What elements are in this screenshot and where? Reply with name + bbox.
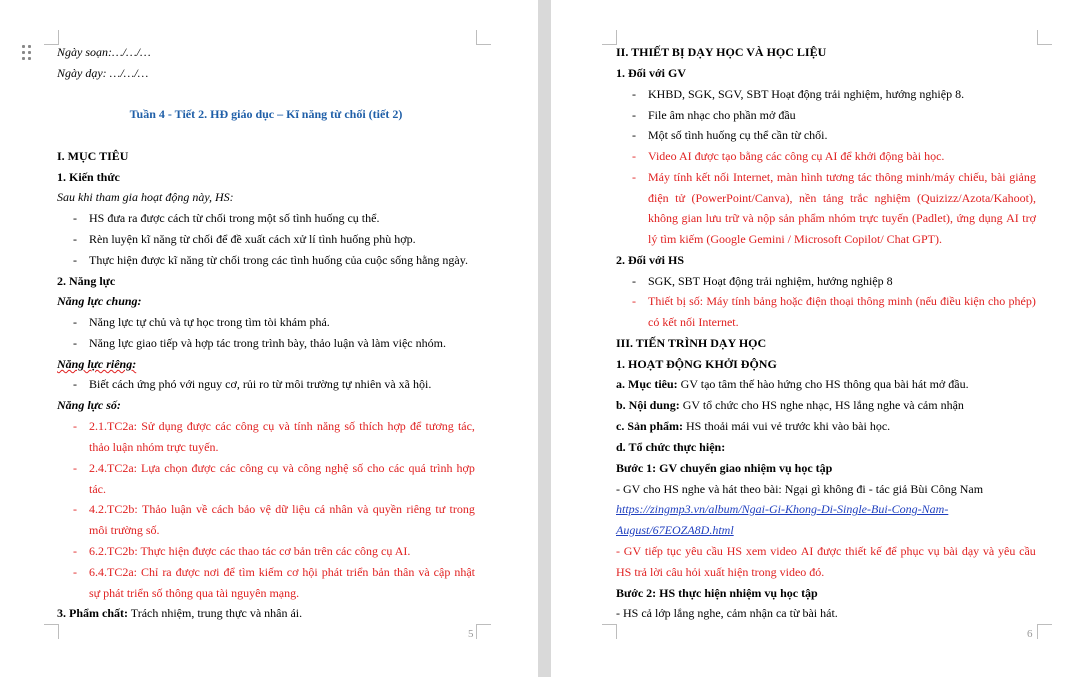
song-link[interactable]: https://zingmp3.vn/album/Ngai-Gi-Khong-Di-Single-Bui-Cong-Nam- bbox=[616, 502, 949, 516]
heading-competence: 2. Năng lực bbox=[57, 274, 116, 288]
digital-item-line bbox=[89, 565, 475, 579]
lesson-title: Tuần 4 - Tiết 2. HĐ giáo dục – Kĩ năng từ chối (tiết 2) bbox=[129, 107, 403, 121]
word: bảo bbox=[237, 502, 256, 516]
word: thiết bbox=[845, 544, 867, 558]
list-item: Thực hiện được kĩ năng từ chối trong các tình huống của cuộc sống hằng ngày. bbox=[89, 253, 468, 267]
word: giảng bbox=[1009, 170, 1036, 184]
word: minh/máy bbox=[906, 170, 955, 184]
word: dữ bbox=[275, 502, 288, 516]
word: điện bbox=[648, 191, 669, 205]
word: (Quizizz/Azota/Kahoot), bbox=[917, 191, 1036, 205]
word: Thảo bbox=[142, 502, 167, 516]
bullet-dash: - bbox=[73, 461, 77, 475]
word: được bbox=[175, 565, 200, 579]
digital-item-line: 6.2.TC2b: Thực hiện được các thao tác cơ bản trên các công cụ AI. bbox=[89, 544, 411, 558]
word: 4.2.TC2b: bbox=[89, 502, 138, 516]
word: (nếu bbox=[915, 294, 937, 308]
list-item: Một số tình huống cụ thể cần từ chối. bbox=[648, 128, 828, 142]
word: bài bbox=[943, 544, 959, 558]
document-page-6[interactable] bbox=[551, 0, 1085, 677]
word: tính bbox=[673, 170, 693, 184]
bullet-dash: - bbox=[73, 211, 77, 225]
word: nghệ bbox=[325, 461, 349, 475]
margin-marker bbox=[602, 30, 617, 45]
word: thích bbox=[359, 419, 384, 433]
word: - bbox=[616, 544, 620, 558]
word: Internet, bbox=[732, 170, 774, 184]
word: triển bbox=[346, 565, 369, 579]
bullet-dash: - bbox=[632, 294, 636, 308]
word: trữ bbox=[725, 211, 739, 225]
word: điều bbox=[940, 294, 961, 308]
list-item: SGK, SBT Hoạt động trải nghiệm, hướng nghiệp 8 bbox=[648, 274, 893, 288]
word: bảng bbox=[753, 294, 777, 308]
list-item: Rèn luyện kĩ năng từ chối để đề xuất cách xử lí tình huống phù hợp. bbox=[89, 232, 416, 246]
word: cụ bbox=[262, 419, 275, 433]
bullet-dash: - bbox=[73, 502, 77, 516]
heading-digital-competence: Năng lực số: bbox=[57, 398, 121, 412]
word: Thiết bbox=[648, 294, 674, 308]
word: nền bbox=[799, 191, 817, 205]
word: tuyến bbox=[881, 211, 909, 225]
word: màn bbox=[776, 170, 798, 184]
objective-text: GV tạo tâm thế hào hứng cho HS thông qua bài hát mở đầu. bbox=[677, 377, 969, 391]
word: bản bbox=[372, 565, 390, 579]
word: tảng bbox=[822, 191, 844, 205]
list-item: Năng lực giao tiếp và hợp tác trong trình bày, thảo luận và làm việc nhóm. bbox=[89, 336, 446, 350]
word: tương bbox=[425, 419, 454, 433]
word: GV bbox=[623, 544, 642, 558]
word: kết bbox=[695, 170, 711, 184]
word: riêng bbox=[406, 502, 432, 516]
list-item: Video AI được tạo bằng các công cụ AI để khởi động bài học. bbox=[648, 149, 945, 163]
body-line: - GV cho HS nghe và hát theo bài: Ngại gì không đi - tác giả Bùi Công Nam bbox=[616, 482, 984, 496]
objective-label: a. Mục tiêu: bbox=[616, 377, 678, 391]
word: Sử bbox=[141, 419, 155, 433]
word: nơi bbox=[203, 565, 220, 579]
body-line: - HS cả lớp lắng nghe, cảm nhận ca từ bài hát. bbox=[616, 606, 838, 620]
word: bị bbox=[676, 294, 686, 308]
word: cho bbox=[367, 461, 385, 475]
word: được bbox=[817, 544, 842, 558]
list-item: Biết cách ứng phó với nguy cơ, rủi ro từ môi trường tự nhiên và xã hội. bbox=[89, 377, 432, 391]
word: nhật bbox=[454, 565, 475, 579]
page-number: 6 bbox=[1027, 628, 1033, 640]
list-item-line: lý tìm kiếm (Google Gemini / Microsoft Copilot/ Chat GPT). bbox=[648, 232, 942, 246]
body-line: HS trả lời câu hỏi xuất hiện trong video đó. bbox=[616, 565, 825, 579]
word: được bbox=[186, 419, 211, 433]
list-item: KHBD, SGK, SGV, SBT Hoạt động trải nghiệm, hướng nghiệp 8. bbox=[648, 87, 965, 101]
word: dụng bbox=[158, 419, 183, 433]
word: nghiệm bbox=[874, 191, 911, 205]
word: thông bbox=[875, 170, 903, 184]
word: phép) bbox=[1008, 294, 1036, 308]
word: nộp bbox=[757, 211, 776, 225]
drag-handle-icon[interactable] bbox=[22, 45, 36, 63]
heading-for-students: 2. Đối với HS bbox=[616, 253, 684, 267]
objective-line bbox=[616, 377, 969, 391]
word: và bbox=[742, 211, 754, 225]
list-item-line bbox=[648, 170, 1036, 184]
word: tục bbox=[666, 544, 682, 558]
content-line bbox=[616, 398, 964, 412]
product-text: HS thoải mái vui vẻ trước khi vào bài học. bbox=[683, 419, 891, 433]
margin-marker bbox=[602, 624, 617, 639]
date-taught: Ngày dạy: …/…/… bbox=[57, 66, 149, 80]
word: tư bbox=[435, 502, 446, 516]
word: cách bbox=[211, 502, 234, 516]
margin-marker bbox=[1037, 624, 1052, 639]
bullet-dash: - bbox=[632, 274, 636, 288]
bullet-dash: - bbox=[73, 336, 77, 350]
heading-specific-competence: Năng lực riêng: bbox=[57, 357, 137, 371]
song-link[interactable]: August/67EOZA8D.html bbox=[616, 523, 734, 537]
word: cập bbox=[433, 565, 451, 579]
word: về bbox=[195, 502, 208, 516]
word: dụng bbox=[978, 211, 1003, 225]
word: vệ bbox=[259, 502, 271, 516]
word: công bbox=[235, 419, 259, 433]
product-label: c. Sản phẩm: bbox=[616, 419, 684, 433]
word: các bbox=[219, 461, 236, 475]
digital-item-line bbox=[89, 419, 475, 433]
word: bài bbox=[990, 170, 1006, 184]
word: số: bbox=[689, 294, 704, 308]
word: quyền bbox=[372, 502, 403, 516]
margin-marker bbox=[44, 30, 59, 45]
heading-warmup: 1. HOẠT ĐỘNG KHỞI ĐỘNG bbox=[616, 357, 777, 371]
bullet-dash: - bbox=[73, 377, 77, 391]
bullet-dash: - bbox=[73, 419, 77, 433]
digital-item-line bbox=[89, 461, 475, 475]
word: hoặc bbox=[780, 294, 803, 308]
word: tính bbox=[731, 294, 751, 308]
word: hình bbox=[801, 170, 823, 184]
bullet-dash: - bbox=[73, 253, 77, 267]
qualities-text: Trách nhiệm, trung thực và nhân ái. bbox=[128, 606, 303, 620]
word: năng bbox=[316, 419, 341, 433]
word: tác, bbox=[457, 419, 475, 433]
digital-item-line: sự phát triển số thông qua tài nguyên mạng. bbox=[89, 586, 300, 600]
word: hợp bbox=[456, 461, 475, 475]
digital-item-line: tác. bbox=[89, 482, 106, 496]
margin-marker bbox=[476, 624, 491, 639]
list-item: Năng lực tự chủ và tự học trong tìm tòi khám phá. bbox=[89, 315, 330, 329]
word: AI bbox=[800, 544, 814, 558]
word: phục bbox=[900, 544, 924, 558]
list-item-line bbox=[648, 191, 1036, 205]
word: minh bbox=[887, 294, 913, 308]
page-number: 5 bbox=[468, 628, 474, 640]
word: sản bbox=[778, 211, 795, 225]
word: 6.4.TC2a: bbox=[89, 565, 137, 579]
digital-item-line bbox=[89, 502, 475, 516]
margin-marker bbox=[476, 30, 491, 45]
heading-general-competence: Năng lực chung: bbox=[57, 294, 142, 308]
word: lưu bbox=[705, 211, 722, 225]
word: phát bbox=[321, 565, 343, 579]
word: trong bbox=[449, 502, 475, 516]
word: tiếp bbox=[644, 544, 663, 558]
word: liệu bbox=[292, 502, 311, 516]
word: tác bbox=[857, 170, 872, 184]
word: kế bbox=[870, 544, 882, 558]
word: vụ bbox=[927, 544, 940, 558]
page-gutter bbox=[538, 0, 551, 677]
document-page-5[interactable] bbox=[0, 0, 538, 677]
word: thoại bbox=[829, 294, 854, 308]
word: hội bbox=[302, 565, 318, 579]
word: 2.1.TC2a: bbox=[89, 419, 137, 433]
bullet-dash: - bbox=[73, 232, 77, 246]
bullet-dash: - bbox=[73, 315, 77, 329]
word: kiếm bbox=[258, 565, 283, 579]
word: ra bbox=[162, 565, 172, 579]
word: nối bbox=[714, 170, 730, 184]
word: ứng bbox=[956, 211, 976, 225]
word: cầu bbox=[1019, 544, 1036, 558]
word: Chỉ bbox=[140, 565, 159, 579]
word: cầu bbox=[706, 544, 723, 558]
word: chọn bbox=[164, 461, 188, 475]
word: xem bbox=[745, 544, 767, 558]
intro-text: Sau khi tham gia hoạt động này, HS: bbox=[57, 190, 234, 204]
word: tìm bbox=[238, 565, 255, 579]
word: tính bbox=[293, 419, 313, 433]
organization-label: d. Tổ chức thực hiện: bbox=[616, 440, 726, 454]
qualities-label: 3. Phẩm chất: bbox=[57, 606, 128, 620]
word: để bbox=[223, 565, 235, 579]
word: để bbox=[410, 419, 422, 433]
word: (Padlet), bbox=[912, 211, 954, 225]
heading-knowledge: 1. Kiến thức bbox=[57, 170, 120, 184]
bullet-dash: - bbox=[632, 108, 636, 122]
list-item-line bbox=[648, 211, 1036, 225]
word: và bbox=[357, 502, 369, 516]
list-item-line bbox=[648, 294, 1036, 308]
word: Lựa bbox=[141, 461, 161, 475]
word: số bbox=[344, 419, 356, 433]
list-item-line: có kết nối Internet. bbox=[648, 315, 739, 329]
qualities-line bbox=[57, 606, 302, 620]
list-item: File âm nhạc cho phần mở đầu bbox=[648, 108, 796, 122]
word: chiếu, bbox=[958, 170, 988, 184]
bullet-dash: - bbox=[632, 149, 636, 163]
word: cụ bbox=[267, 461, 279, 475]
step-2-heading: Bước 2: HS thực hiện nhiệm vụ học tập bbox=[616, 586, 818, 600]
section-objectives: I. MỤC TIÊU bbox=[57, 149, 129, 163]
word: HS bbox=[726, 544, 743, 558]
bullet-dash: - bbox=[632, 170, 636, 184]
word: không bbox=[648, 211, 678, 225]
word: để bbox=[885, 544, 897, 558]
content-label: b. Nội dung: bbox=[616, 398, 680, 412]
word: gian bbox=[681, 211, 703, 225]
word: cơ bbox=[286, 565, 299, 579]
word: các bbox=[215, 419, 232, 433]
bullet-dash: - bbox=[73, 565, 77, 579]
word: phẩm bbox=[798, 211, 825, 225]
body-line bbox=[616, 544, 1036, 558]
word: kiện bbox=[964, 294, 985, 308]
heading-for-teacher: 1. Đối với GV bbox=[616, 66, 686, 80]
word: (PowerPoint/Canva), bbox=[691, 191, 793, 205]
section-process: III. TIẾN TRÌNH DẠY HỌC bbox=[616, 336, 767, 350]
content-text: GV tổ chức cho HS nghe nhạc, HS lắng nghe và cảm nhận bbox=[679, 398, 964, 412]
word: trực bbox=[859, 211, 879, 225]
word: luận bbox=[170, 502, 192, 516]
digital-item-line: môi trường số. bbox=[89, 523, 160, 537]
bullet-dash: - bbox=[632, 87, 636, 101]
word: cho bbox=[987, 294, 1006, 308]
word: 2.4.TC2a: bbox=[89, 461, 137, 475]
word: nhân bbox=[329, 502, 353, 516]
section-equipment: II. THIẾT BỊ DẠY HỌC VÀ HỌC LIỆU bbox=[616, 45, 827, 59]
word: thông bbox=[857, 294, 885, 308]
word: các bbox=[388, 461, 405, 475]
word: video bbox=[770, 544, 797, 558]
word: và bbox=[418, 565, 430, 579]
word: và bbox=[278, 419, 290, 433]
word: Máy bbox=[706, 294, 729, 308]
word: thân bbox=[393, 565, 415, 579]
step-1-heading: Bước 1: GV chuyển giao nhiệm vụ học tập bbox=[616, 461, 833, 475]
word: điện bbox=[805, 294, 827, 308]
word: và bbox=[982, 544, 995, 558]
word: được bbox=[191, 461, 216, 475]
word: dạy bbox=[961, 544, 980, 558]
word: quá bbox=[408, 461, 426, 475]
margin-marker bbox=[1037, 30, 1052, 45]
word: hợp bbox=[387, 419, 406, 433]
word: và bbox=[282, 461, 294, 475]
word: nhóm bbox=[828, 211, 856, 225]
word: yêu bbox=[998, 544, 1016, 558]
digital-item-line: thảo luận nhóm trực tuyến. bbox=[89, 440, 219, 454]
margin-marker bbox=[44, 624, 59, 639]
word: tương bbox=[825, 170, 855, 184]
word: AI bbox=[1006, 211, 1019, 225]
word: tử bbox=[675, 191, 686, 205]
word: yêu bbox=[685, 544, 703, 558]
bullet-dash: - bbox=[73, 544, 77, 558]
word: trình bbox=[429, 461, 453, 475]
word: số bbox=[352, 461, 364, 475]
word: trắc bbox=[850, 191, 868, 205]
word: công bbox=[297, 461, 322, 475]
word: cá bbox=[314, 502, 326, 516]
list-item: HS đưa ra được cách từ chối trong một số tình huống cụ thể. bbox=[89, 211, 380, 225]
bullet-dash: - bbox=[632, 128, 636, 142]
product-line bbox=[616, 419, 890, 433]
word: Máy bbox=[648, 170, 670, 184]
word: công bbox=[239, 461, 264, 475]
word: trợ bbox=[1022, 211, 1036, 225]
date-prepared: Ngày soạn:…/…/… bbox=[57, 45, 151, 59]
